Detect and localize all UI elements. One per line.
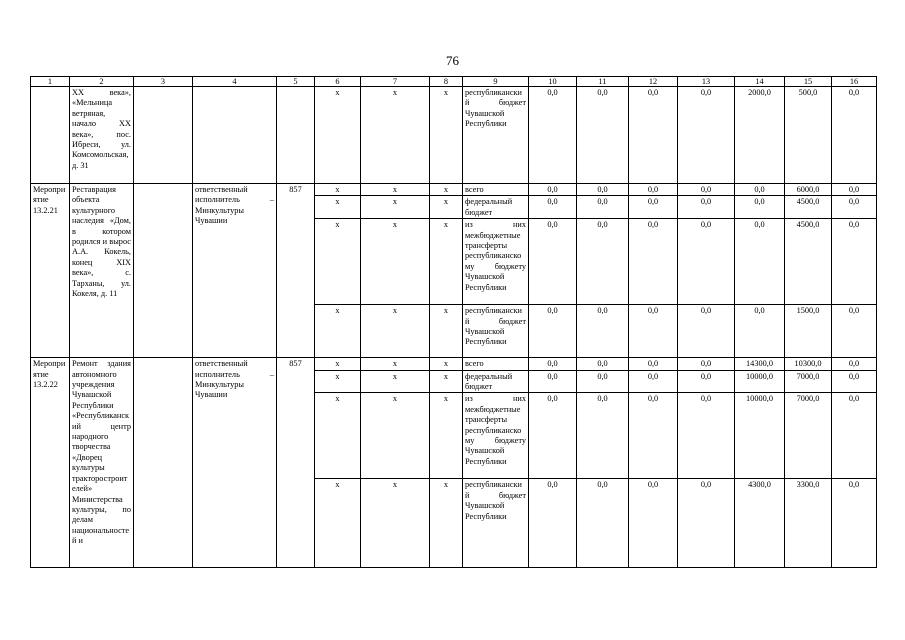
column-header-12: 12: [629, 77, 678, 87]
value-cell-16: 0,0: [832, 370, 877, 393]
col8-cell: х: [430, 370, 463, 393]
table-row: [31, 87, 877, 184]
activity-id-cell: [31, 87, 70, 184]
value-cell-13: 0,0: [678, 184, 735, 196]
col8-cell: х: [430, 184, 463, 196]
value-cell-10: 0,0: [529, 184, 577, 196]
value-cell-15: 500,0: [785, 87, 832, 184]
value-cell-14: 0,0: [735, 184, 785, 196]
value-cell-12: 0,0: [629, 196, 678, 219]
value-cell-11: 0,0: [577, 358, 629, 370]
value-cell-15: 7000,0: [785, 370, 832, 393]
value-cell-12: 0,0: [629, 305, 678, 358]
header-row: [31, 77, 877, 87]
column-header-7: 7: [361, 77, 430, 87]
col6-cell: х: [315, 184, 361, 196]
value-cell-13: 0,0: [678, 87, 735, 184]
col8-cell: х: [430, 479, 463, 568]
value-cell-11: 0,0: [577, 393, 629, 479]
value-cell-14: 4300,0: [735, 479, 785, 568]
column-header-10: 10: [529, 77, 577, 87]
value-cell-14: 2000,0: [735, 87, 785, 184]
code-cell: 857: [277, 184, 315, 358]
table-row: [31, 184, 877, 196]
value-cell-14: 0,0: [735, 196, 785, 219]
executor-cell: ответственный исполнитель – Минкультуры Чувашии: [193, 358, 277, 568]
column-header-5: 5: [277, 77, 315, 87]
activity-name-cell: Реставрация объекта культурного наследия «Дом, в котором родился и вырос А.А. Кокель, конец XIX века», с. Тарханы, ул. Кокеля, д. 11: [70, 184, 134, 358]
value-cell-10: 0,0: [529, 370, 577, 393]
col8-cell: х: [430, 393, 463, 479]
table-row: [31, 358, 877, 370]
executor-cell: [193, 87, 277, 184]
value-cell-14: 14300,0: [735, 358, 785, 370]
value-cell-15: 7000,0: [785, 393, 832, 479]
value-cell-11: 0,0: [577, 87, 629, 184]
funding-source-cell: федеральный бюджет: [463, 370, 529, 393]
value-cell-10: 0,0: [529, 358, 577, 370]
column-header-15: 15: [785, 77, 832, 87]
value-cell-16: 0,0: [832, 393, 877, 479]
column-header-14: 14: [735, 77, 785, 87]
col6-cell: х: [315, 305, 361, 358]
value-cell-13: 0,0: [678, 370, 735, 393]
column-header-4: 4: [193, 77, 277, 87]
value-cell-13: 0,0: [678, 393, 735, 479]
activity-name-cell: Ремонт здания автономного учреждения Чувашской Республики «Республиканский центр народного творчества «Дворец культуры тракторостроителей» Министерства культуры, по делам национальностей и: [70, 358, 134, 568]
col7-cell: х: [361, 358, 430, 370]
col7-cell: х: [361, 370, 430, 393]
value-cell-13: 0,0: [678, 358, 735, 370]
value-cell-12: 0,0: [629, 219, 678, 305]
code-cell: [277, 87, 315, 184]
funding-source-cell: из них межбюджетные трансферты республиканскому бюджету Чувашской Республики: [463, 219, 529, 305]
value-cell-16: 0,0: [832, 305, 877, 358]
value-cell-13: 0,0: [678, 196, 735, 219]
column-header-6: 6: [315, 77, 361, 87]
value-cell-12: 0,0: [629, 479, 678, 568]
value-cell-15: 3300,0: [785, 479, 832, 568]
column-header-11: 11: [577, 77, 629, 87]
executor-cell: ответственный исполнитель – Минкультуры Чувашии: [193, 184, 277, 358]
funding-source-cell: всего: [463, 184, 529, 196]
funding-source-cell: республиканский бюджет Чувашской Республики: [463, 87, 529, 184]
value-cell-14: 0,0: [735, 219, 785, 305]
page-number: 76: [446, 53, 459, 68]
col7-cell: х: [361, 219, 430, 305]
value-cell-11: 0,0: [577, 219, 629, 305]
value-cell-10: 0,0: [529, 393, 577, 479]
value-cell-16: 0,0: [832, 219, 877, 305]
col7-cell: х: [361, 479, 430, 568]
value-cell-16: 0,0: [832, 358, 877, 370]
value-cell-15: 6000,0: [785, 184, 832, 196]
col3-cell: [134, 184, 193, 358]
value-cell-12: 0,0: [629, 370, 678, 393]
activity-id-cell: Мероприятие 13.2.22: [31, 358, 70, 568]
col6-cell: х: [315, 370, 361, 393]
value-cell-15: 4500,0: [785, 196, 832, 219]
value-cell-16: 0,0: [832, 196, 877, 219]
col3-cell: [134, 87, 193, 184]
col8-cell: х: [430, 219, 463, 305]
value-cell-16: 0,0: [832, 87, 877, 184]
activity-name-cell: ХХ века», «Мельница ветряная, начало ХХ века», пос. Ибреси, ул. Комсомольская, д. 31: [70, 87, 134, 184]
value-cell-12: 0,0: [629, 358, 678, 370]
program-table: [30, 76, 877, 568]
value-cell-11: 0,0: [577, 196, 629, 219]
col7-cell: х: [361, 393, 430, 479]
funding-source-cell: федеральный бюджет: [463, 196, 529, 219]
col8-cell: х: [430, 358, 463, 370]
value-cell-10: 0,0: [529, 305, 577, 358]
column-header-3: 3: [134, 77, 193, 87]
col7-cell: х: [361, 184, 430, 196]
value-cell-12: 0,0: [629, 393, 678, 479]
col6-cell: х: [315, 393, 361, 479]
value-cell-14: 10000,0: [735, 370, 785, 393]
col7-cell: х: [361, 196, 430, 219]
value-cell-11: 0,0: [577, 370, 629, 393]
value-cell-14: 0,0: [735, 305, 785, 358]
column-header-9: 9: [463, 77, 529, 87]
column-header-2: 2: [70, 77, 134, 87]
activity-id-cell: Мероприятие 13.2.21: [31, 184, 70, 358]
value-cell-13: 0,0: [678, 305, 735, 358]
value-cell-10: 0,0: [529, 219, 577, 305]
col6-cell: х: [315, 479, 361, 568]
col6-cell: х: [315, 358, 361, 370]
value-cell-16: 0,0: [832, 479, 877, 568]
col7-cell: х: [361, 87, 430, 184]
column-header-1: 1: [31, 77, 70, 87]
col8-cell: х: [430, 305, 463, 358]
value-cell-11: 0,0: [577, 479, 629, 568]
column-header-16: 16: [832, 77, 877, 87]
code-cell: 857: [277, 358, 315, 568]
col8-cell: х: [430, 87, 463, 184]
col8-cell: х: [430, 196, 463, 219]
value-cell-10: 0,0: [529, 196, 577, 219]
col6-cell: х: [315, 87, 361, 184]
column-header-13: 13: [678, 77, 735, 87]
funding-source-cell: всего: [463, 358, 529, 370]
value-cell-15: 1500,0: [785, 305, 832, 358]
value-cell-13: 0,0: [678, 219, 735, 305]
col3-cell: [134, 358, 193, 568]
funding-source-cell: республиканский бюджет Чувашской Республики: [463, 305, 529, 358]
value-cell-11: 0,0: [577, 305, 629, 358]
value-cell-12: 0,0: [629, 87, 678, 184]
col6-cell: х: [315, 219, 361, 305]
value-cell-16: 0,0: [832, 184, 877, 196]
value-cell-14: 10000,0: [735, 393, 785, 479]
column-header-8: 8: [430, 77, 463, 87]
value-cell-11: 0,0: [577, 184, 629, 196]
col7-cell: х: [361, 305, 430, 358]
value-cell-10: 0,0: [529, 87, 577, 184]
col6-cell: х: [315, 196, 361, 219]
value-cell-13: 0,0: [678, 479, 735, 568]
value-cell-12: 0,0: [629, 184, 678, 196]
funding-source-cell: республиканский бюджет Чувашской Республики: [463, 479, 529, 568]
value-cell-15: 10300,0: [785, 358, 832, 370]
value-cell-15: 4500,0: [785, 219, 832, 305]
value-cell-10: 0,0: [529, 479, 577, 568]
funding-source-cell: из них межбюджетные трансферты республиканскому бюджету Чувашской Республики: [463, 393, 529, 479]
